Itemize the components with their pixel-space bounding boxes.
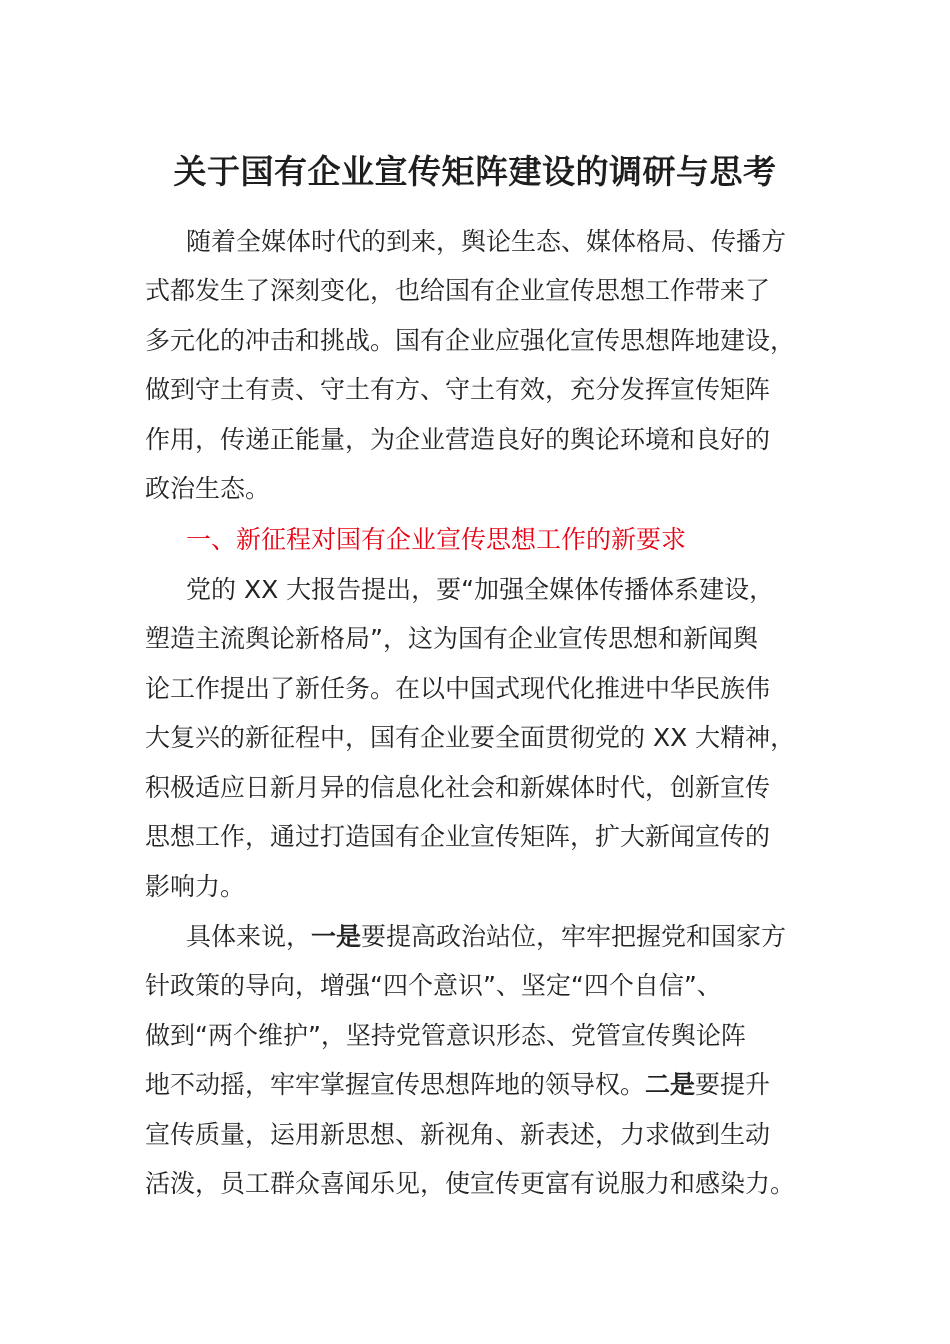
- point-one-label: 一是: [311, 922, 362, 951]
- section1-para2-line-5: 宣传质量，运用新思想、新视角、新表述，力求做到生动: [145, 1120, 771, 1149]
- section1-para1-line-7: 影响力。: [145, 872, 246, 901]
- section1-para1-line-4: 大复兴的新征程中，国有企业要全面贯彻党的 XX 大精神，: [145, 723, 796, 752]
- section-heading-1: 一、新征程对国有企业宣传思想工作的新要求: [186, 525, 687, 554]
- intro-line-5: 作用，传递正能量，为企业营造良好的舆论环境和良好的: [145, 425, 771, 454]
- section1-para1-line-6: 思想工作，通过打造国有企业宣传矩阵，扩大新闻宣传的: [145, 822, 771, 851]
- section1-para1-line-5: 积极适应日新月异的信息化社会和新媒体时代，创新宣传: [145, 773, 771, 802]
- intro-line-3: 多元化的冲击和挑战。国有企业应强化宣传思想阵地建设，: [145, 326, 796, 355]
- intro-line-6: 政治生态。: [145, 474, 271, 503]
- section1-para2-line-4: [145, 1065, 825, 1105]
- section1-para2-line-1: [186, 917, 866, 957]
- intro-line-2: 式都发生了深刻变化，也给国有企业宣传思想工作带来了: [145, 276, 771, 305]
- section1-para2-line-3: 做到“两个维护”，坚持党管意识形态、党管宣传舆论阵: [145, 1021, 746, 1050]
- para2-line1-suffix: 要提高政治站位，牢牢把握党和国家方: [361, 922, 787, 951]
- intro-line-4: 做到守土有责、守土有方、守土有效，充分发挥宣传矩阵: [145, 375, 771, 404]
- para2-line1-prefix: 具体来说，: [186, 922, 312, 951]
- point-two-label: 二是: [645, 1070, 696, 1099]
- para2-line4-suffix: 要提升: [695, 1070, 771, 1099]
- section1-para1-line-2: 塑造主流舆论新格局”，这为国有企业宣传思想和新闻舆: [145, 624, 758, 653]
- document-title: 关于国有企业宣传矩阵建设的调研与思考: [173, 152, 777, 191]
- intro-line-1: 随着全媒体时代的到来，舆论生态、媒体格局、传播方: [186, 227, 787, 256]
- section1-para2-line-6: 活泼，员工群众喜闻乐见，使宣传更富有说服力和感染力。: [145, 1169, 796, 1198]
- section1-para1-line-1: 党的 XX 大报告提出，要“加强全媒体传播体系建设，: [186, 575, 775, 604]
- section1-para1-line-3: 论工作提出了新任务。在以中国式现代化推进中华民族伟: [145, 674, 771, 703]
- para2-line4-prefix: 地不动摇，牢牢掌握宣传思想阵地的领导权。: [145, 1070, 646, 1099]
- section1-para2-line-2: 针政策的导向，增强“四个意识”、坚定“四个自信”、: [145, 971, 722, 1000]
